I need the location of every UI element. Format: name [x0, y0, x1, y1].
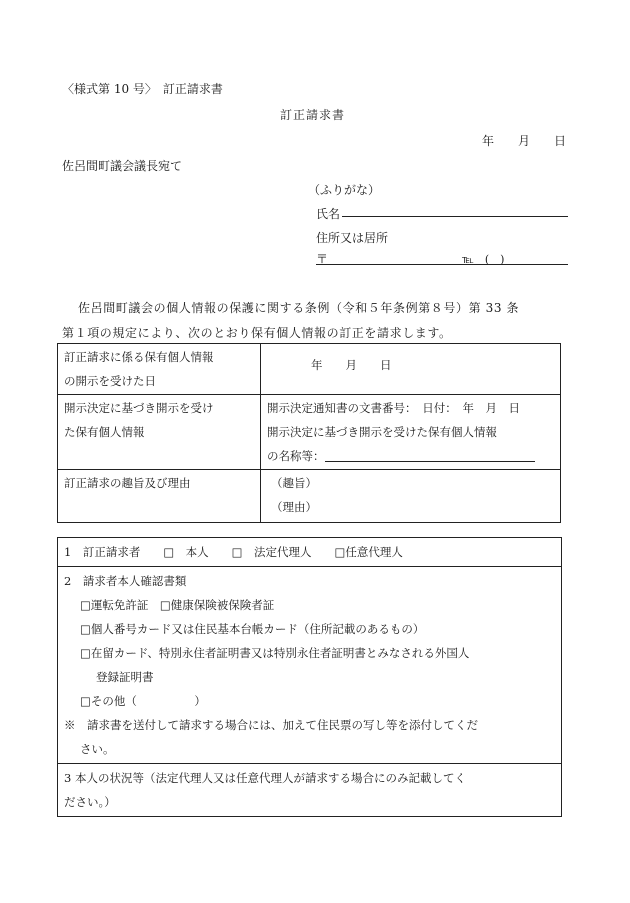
address-label: 住所又は居所: [316, 231, 389, 245]
purpose-field[interactable]: （趣旨）: [271, 476, 317, 490]
status-line-2: ださい。）: [64, 795, 116, 809]
notice-number-line[interactable]: 開示決定通知書の文書番号： 日付： 年 月 日: [267, 401, 520, 415]
identity-documents-section: [58, 567, 561, 764]
address-field[interactable]: [316, 264, 568, 265]
requester-info-box: [57, 537, 562, 817]
disclosed-info-name-line-1: 開示決定に基づき開示を受けた保有個人情報: [267, 425, 497, 439]
table-cell: [58, 470, 261, 523]
tel-label: ℡ ( ): [462, 253, 505, 266]
table-cell: [58, 395, 261, 470]
document-title: 訂正請求書: [280, 108, 346, 122]
received-date-label-2: の開示を受けた日: [64, 374, 156, 388]
purpose-reason-label: 訂正請求の趣旨及び理由: [64, 476, 191, 490]
postal-mark: 〒: [316, 252, 329, 266]
disclosed-info-name-field[interactable]: [325, 447, 535, 462]
table-cell[interactable]: [261, 344, 561, 395]
intro-line-2: 第１項の規定により、次のとおり保有個人情報の訂正を請求します。: [62, 326, 452, 340]
disclosed-info-name-line-2[interactable]: の名称等：: [267, 444, 554, 468]
table-row: [58, 395, 561, 470]
doc-option-residence-card[interactable]: □在留カード、特別永住者証明書又は特別永住者証明書とみなされる外国人: [80, 646, 470, 660]
request-details-table: [57, 343, 561, 523]
table-cell[interactable]: [261, 470, 561, 523]
table-row: [58, 344, 561, 395]
mail-note-line-1: ※ 請求書を送付して請求する場合には、加えて住民票の写し等を添付してくだ: [64, 718, 478, 732]
identity-documents-title: 2 請求者本人確認書類: [64, 574, 187, 588]
doc-option-license[interactable]: □運転免許証 □健康保険被保険者証: [80, 598, 275, 612]
table-row: [58, 470, 561, 523]
status-line-1: 3 本人の状況等（法定代理人又は任意代理人が請求する場合にのみ記載してく: [64, 771, 466, 785]
table-cell[interactable]: [261, 395, 561, 470]
name-field[interactable]: [342, 216, 568, 217]
form-number-label: 〈様式第 10 号〉 訂正請求書: [62, 82, 223, 96]
status-section[interactable]: [58, 764, 561, 816]
received-date-value[interactable]: 年 月 日: [311, 358, 392, 372]
mail-note-line-2: さい。: [80, 742, 115, 756]
name-label: 氏名: [316, 207, 341, 221]
disclosed-info-label-1: 開示決定に基づき開示を受け: [64, 401, 214, 415]
furigana-label: （ふりがな）: [308, 183, 381, 197]
intro-line-1: 佐呂間町議会の個人情報の保護に関する条例（令和５年条例第８号）第 33 条: [78, 301, 520, 315]
disclosed-info-label-2: た保有個人情報: [64, 425, 145, 439]
doc-option-residence-card-cont: 登録証明書: [96, 670, 154, 684]
addressee: 佐呂間町議会議長宛て: [62, 159, 183, 173]
doc-option-other[interactable]: □その他（ ）: [80, 694, 206, 708]
received-date-label-1: 訂正請求に係る保有個人情報: [64, 350, 214, 364]
doc-option-mynumber[interactable]: □個人番号カード又は住民基本台帳カード（住所記載のあるもの）: [80, 622, 425, 636]
table-cell: [58, 344, 261, 395]
requester-type-row[interactable]: 1 訂正請求者 □ 本人 □ 法定代理人 □任意代理人: [58, 538, 561, 567]
date-field[interactable]: 年 月 日: [482, 134, 567, 148]
reason-field[interactable]: （理由）: [271, 500, 317, 514]
